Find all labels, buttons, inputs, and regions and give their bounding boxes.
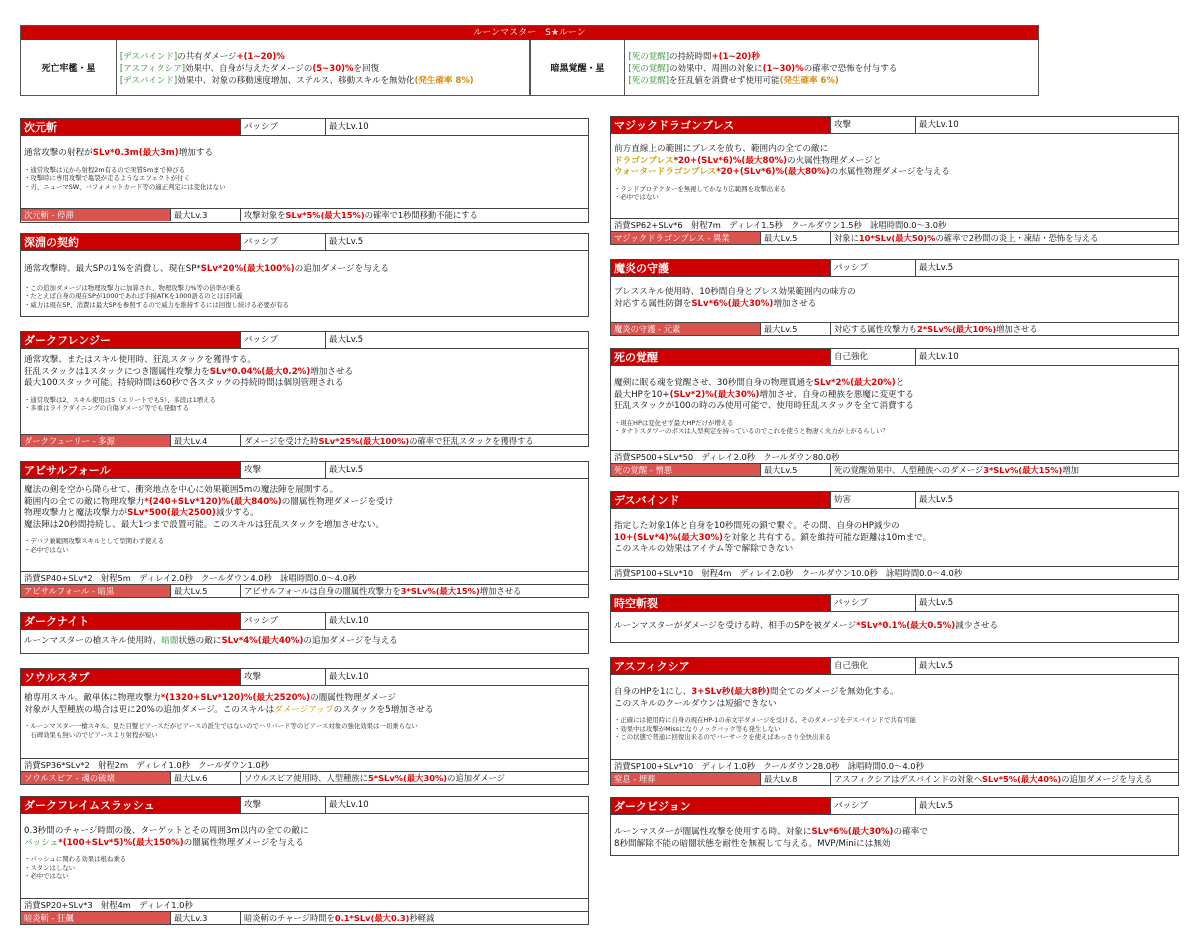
sub-skill-level: 最大Lv.5 xyxy=(760,464,830,476)
skill-type: 攻撃 xyxy=(240,797,325,813)
skill-level: 最大Lv.10 xyxy=(325,797,588,813)
skill-card-magicdragon xyxy=(610,116,1179,245)
skill-card-darkfrenzy xyxy=(20,331,589,447)
skill-cost: 消費SP40+SLv*2 射程5m ディレイ2.0秒 クールダウン4.0秒 詠唱時間0.0～4.0秒 xyxy=(21,571,588,584)
skill-desc: 魔剣に眠る魂を覚醒させ、30秒間自身の物理貫通をSLv*2%(最大20%)と 最大HPを10+(SLv*2)%(最大30%)増加させ、自身の種族を悪魔に変更する 狂乱スタックが100の時のみ使用可能で、使用時狂乱スタックを全て消費する xyxy=(614,378,914,411)
skill-cost: 消費SP500+SLv*50 ディレイ2.0秒 クールダウン80.0秒 xyxy=(611,450,1178,463)
skill-notes: ・ルーンマスター一槍スキル。見た目蟹ピアースだがピアースの派生ではないのでハリバード等のピアース対象の強化効果は一切乗らない 石碑効果も無いのでピアースより射程が短い xyxy=(24,722,418,739)
skill-level: 最大Lv.10 xyxy=(325,613,588,629)
skill-desc: ルーンマスターの槍スキル使用時、暗闇状態の敵にSLv*4%(最大40%)の追加ダメージを与える xyxy=(24,636,398,646)
skill-card-asphyxia xyxy=(610,657,1179,786)
sub-skill-name: マジックドラゴンブレス - 異業 xyxy=(611,232,760,244)
skill-cost: 消費SP62+SLv*6 射程7m ディレイ1.5秒 クールダウン1.5秒 詠唱時間0.0～3.0秒 xyxy=(611,218,1178,231)
skill-desc: 通常攻撃の射程がSLv*0.3m(最大3m)増加する xyxy=(24,148,214,158)
skill-name: ソウルスタブ xyxy=(21,669,240,685)
sub-skill-name: ソウルスピア - 魂の破壊 xyxy=(21,772,170,784)
sub-skill-name: 魔炎の守護 - 元素 xyxy=(611,323,760,335)
sub-skill-desc: 暗炎斬のチャージ時間を0.1*SLv(最大0.3)秒軽減 xyxy=(240,912,588,924)
skill-type: パッシブ xyxy=(240,119,325,135)
skill-notes: ・通常攻撃は元から射程2m有るので実質5mまで伸びる ・攻撃時に専用攻撃で亀裂が走るようなエフェクトが付く ・刃、ニューマSW、バフォメットカード等の適正判定には変化はない xyxy=(24,165,226,191)
skill-level: 最大Lv.10 xyxy=(915,349,1178,365)
skill-type: 妨害 xyxy=(830,492,915,508)
skill-notes: ・現在HPは変化せず最大HPだけが増える ・タナトスタワーのボスは人型判定を持っているのでこれを使うと物凄く火力が上がるらしい？ xyxy=(614,418,889,435)
skill-level: 最大Lv.10 xyxy=(325,119,588,135)
skill-name: 深淵の契約 xyxy=(21,234,240,250)
sub-skill-desc: 攻撃対象をSLv*5%(最大15%)の確率で1秒間移動不能にする xyxy=(240,209,588,221)
skill-card-abyssal xyxy=(20,461,589,598)
skill-level: 最大Lv.5 xyxy=(915,595,1178,611)
sub-skill-name: 次元斬 - 停滞 xyxy=(21,209,170,221)
sub-skill-name: ダークフューリー - 多源 xyxy=(21,435,170,447)
skill-name: マジックドラゴンブレス xyxy=(611,117,830,133)
skill-name: ダークフレイムスラッシュ xyxy=(21,797,240,813)
skill-name: デスバインド xyxy=(611,492,830,508)
sub-skill-desc: 対応する属性攻撃力も2*SLv%(最大10%)増加させる xyxy=(830,323,1178,335)
sub-skill-level: 最大Lv.8 xyxy=(760,773,830,785)
skill-cost: 消費SP100+SLv*10 ディレイ1.0秒 クールダウン28.0秒 詠唱時間0.0～4.0秒 xyxy=(611,759,1178,772)
skill-type: 自己強化 xyxy=(830,349,915,365)
skill-notes: ・デバフ兼範囲攻撃スキルとして型関わず使える ・必中ではない xyxy=(24,537,165,554)
skill-desc: ルーンマスターがダメージを受ける時、相手のSPを被ダメージ*SLv*0.1%(最大0.5%)減少させる xyxy=(614,621,999,631)
sub-skill-desc: ソウルスピア使用時、人型種族に5*SLv%(最大30%)の追加ダメージ xyxy=(240,772,588,784)
sub-skill-level: 最大Lv.5 xyxy=(760,323,830,335)
sub-skill-desc: アスフィクシアはデスバインドの対象へSLv*5%(最大40%)の追加ダメージを与える xyxy=(830,773,1178,785)
sub-skill-level: 最大Lv.5 xyxy=(760,232,830,244)
skill-desc: 自身のHPを1にし、3+SLv秒(最大8秒)間全てのダメージを無効化する。 このスキルのクールダウンは短縮できない xyxy=(614,687,899,709)
skill-type: パッシブ xyxy=(830,798,915,814)
skill-desc: 魔法の剣を空から降らせて、衝突地点を中心に効果範囲5mの魔法陣を展開する。 範囲内の全ての敵に物理攻撃力*(240+SLv*120)%(最大840%)の闇属性物理ダメージを受け 物理攻撃力と魔法攻撃力がSLv*500(最大2500)減少する。 魔法陣は20秒間持続し、最大1つまで設置可能。このスキルは狂乱スタックを増加させない。 xyxy=(24,485,394,530)
skill-name: 魔炎の守護 xyxy=(611,260,830,276)
skill-desc: 0.3秒間のチャージ時間の後、ターゲットとその周囲3m以内の全ての敵に バッシュ*(100+SLv*5)%(最大150%)の闇属性物理ダメージを与える xyxy=(24,826,309,848)
skill-card-soulstab xyxy=(20,668,589,785)
skill-name: 時空斬裂 xyxy=(611,595,830,611)
skill-level: 最大Lv.10 xyxy=(325,669,588,685)
skill-desc: 通常攻撃時、最大SPの1%を消費し、現在SP*SLv*20%(最大100%)の追加ダメージを与える xyxy=(24,264,390,274)
sub-skill-level: 最大Lv.3 xyxy=(170,209,240,221)
sub-skill-level: 最大Lv.4 xyxy=(170,435,240,447)
skill-type: パッシブ xyxy=(240,234,325,250)
skill-notes: ・ランドプロテクターを無視してかなり広範囲を攻撃出来る ・必中ではない xyxy=(614,184,786,201)
sub-skill-name: 暗炎斬 - 狂飆 xyxy=(21,912,170,924)
skill-name: 次元斬 xyxy=(21,119,240,135)
skill-notes: ・パッシュに関わる効果は根ね乗る ・スタンはしない ・必中ではない xyxy=(24,855,127,880)
skill-card-shinokakusei xyxy=(610,348,1179,477)
skill-notes: ・この追加ダメージは物理攻撃力に加算され、物理攻撃力%等の倍率が乗る ・たとえば自身の現在SPが1000であれば手描ATKを1000語るのとほぼ同義 ・威力は現在SP、消費は最大SPを参照するので威力を維持するには回復し続ける必要が有る xyxy=(24,283,290,309)
skill-card-deathbind xyxy=(610,491,1179,580)
skill-type: 攻撃 xyxy=(830,117,915,133)
skill-desc: 前方直線上の範囲にブレスを放ち、範囲内の全ての敵に ドラゴンブレス*20+(SLv*6)%(最大80%)の火属性物理ダメージと ウォータードラゴンブレス*20+(SLv*6)%(最大80%)の水属性物理ダメージを与える xyxy=(614,144,950,177)
sub-skill-desc: ダメージを受けた時SLv*25%(最大100%)の確率で狂乱スタックを獲得する xyxy=(240,435,588,447)
skill-level: 最大Lv.5 xyxy=(915,798,1178,814)
skill-name: ダークナイト xyxy=(21,613,240,629)
skill-name: アスフィクシア xyxy=(611,658,830,674)
sub-skill-name: 窒息 - 埋葬 xyxy=(611,773,760,785)
skill-level: 最大Lv.10 xyxy=(915,117,1178,133)
skill-cost: 消費SP20+SLv*3 射程4m ディレイ1.0秒 xyxy=(21,898,588,911)
skill-notes: ・正確には使用時に自身の現在HP-1の赤文字ダメージを受ける。そのダメージをデスバインドで共有可能 ・効果中は攻撃がMissになりノックバック等も発生しない ・この状態で普通に回復出来るのでバーサークを使えばあっさり全快出来る xyxy=(614,716,916,741)
sub-skill-desc: 対象に10*SLv(最大50)%の確率で2秒間の炎上・凍結・恐怖を与える xyxy=(830,232,1178,244)
skill-cost: 消費SP100+SLv*10 射程4m ディレイ2.0秒 クールダウン10.0秒 詠唱時間0.0～4.0秒 xyxy=(611,566,1178,579)
skill-type: パッシブ xyxy=(240,332,325,348)
rune-set-table xyxy=(20,25,1039,96)
rune-right-name: 暗黒覚醒・星 xyxy=(530,40,626,95)
skill-card-jikuzan xyxy=(610,594,1179,643)
skill-desc: ブレススキル使用時、10秒間自身とブレス効果範囲内の味方の 対応する属性防御をSLv*6%(最大30%)増加させる xyxy=(614,287,856,309)
skill-name: アビサルフォール xyxy=(21,462,240,478)
sub-skill-level: 最大Lv.5 xyxy=(170,585,240,597)
skill-type: パッシブ xyxy=(240,613,325,629)
skill-card-jigenzan xyxy=(20,118,589,223)
rune-set-title: ルーンマスター S★ルーン xyxy=(21,26,1038,40)
rune-left-name: 死亡牢檻・星 xyxy=(21,40,117,95)
sub-skill-level: 最大Lv.3 xyxy=(170,912,240,924)
sub-skill-desc: アビサルフォールは自身の闇属性攻撃力を3*SLv%(最大15%)増加させる xyxy=(240,585,588,597)
skill-level: 最大Lv.5 xyxy=(325,462,588,478)
skill-desc: ルーンマスターが闇属性攻撃を使用する時、対象にSLv*6%(最大30%)の確率で 8秒間解除不能の暗闇状態を耐性を無視して与える。MVP/Miniには無効 xyxy=(614,827,928,849)
skill-level: 最大Lv.5 xyxy=(915,492,1178,508)
skill-card-shinen xyxy=(20,233,589,317)
skill-desc: 通常攻撃、またはスキル使用時、狂乱スタックを獲得する。 狂乱スタックは1スタックにつき闇属性攻撃力をSLv*0.04%(最大0.2%)増加させる 最大100スタック可能。持続時間は60秒で各スタックの持続時間は個別管理される xyxy=(24,355,354,388)
skill-name: ダークフレンジー xyxy=(21,332,240,348)
skill-type: パッシブ xyxy=(830,595,915,611)
skill-notes: ・通常攻撃は2、スキル使用は5（エリートでも5）、多段は1増える ・多重はライクダイニングの自傷ダメージ等でも発動する xyxy=(24,395,216,412)
skill-desc: 指定した対象1体と自身を10秒間死の鎖で繋ぐ。その間、自身のHP減少の 10+(SLv*4)%(最大30%)を対象と共有する。鎖を維持可能な距離は10mまで。 このスキルの効果はアイテム等で解除できない xyxy=(614,521,932,554)
skill-card-darknight xyxy=(20,612,589,654)
sub-skill-desc: 死の覚醒効果中、人型種族へのダメージ3*SLv%(最大15%)増加 xyxy=(830,464,1178,476)
skill-type: 自己強化 xyxy=(830,658,915,674)
skill-name: 死の覚醒 xyxy=(611,349,830,365)
sub-skill-name: アビサルフォール - 暗黒 xyxy=(21,585,170,597)
skill-type: パッシブ xyxy=(830,260,915,276)
skill-card-darkflame xyxy=(20,796,589,925)
skill-type: 攻撃 xyxy=(240,669,325,685)
skill-level: 最大Lv.5 xyxy=(915,658,1178,674)
sub-skill-level: 最大Lv.6 xyxy=(170,772,240,784)
rune-left-desc: [デスバインド]の共有ダメージ+(1~20)% [アスフィクシア]効果中、自身が与えたダメージの(5~30)%を回復 [デスバインド]効果中、対象の移動速度増加、ステルス、移動スキルを無効化(発生確率 8%) xyxy=(117,40,530,95)
skill-level: 最大Lv.5 xyxy=(325,234,588,250)
skill-desc: 槍専用スキル。敵単体に物理攻撃力*(1320+SLv*120)%(最大2520%)の闇属性物理ダメージ 対象が人型種族の場合は更に20%の追加ダメージ。このスキルはダメージアップのスタックを5増加させる xyxy=(24,693,434,715)
skill-level: 最大Lv.5 xyxy=(915,260,1178,276)
skill-cost: 消費SP36*SLv*2 射程2m ディレイ1.0秒 クールダウン1.0秒 xyxy=(21,758,588,771)
skill-level: 最大Lv.5 xyxy=(325,332,588,348)
sub-skill-name: 死の覚醒 - 憎悪 xyxy=(611,464,760,476)
skill-type: 攻撃 xyxy=(240,462,325,478)
skill-card-darkvision xyxy=(610,797,1179,856)
skill-name: ダークビジョン xyxy=(611,798,830,814)
skill-card-maen xyxy=(610,259,1179,336)
rune-right-desc: [死の覚醒]の持続時間+(1~20)秒 [死の覚醒]の効果中、周囲の対象に(1~30)%の確率で恐怖を付与する [死の覚醒]を狂乱値を消費せず使用可能(発生確率 6%) xyxy=(628,52,898,86)
